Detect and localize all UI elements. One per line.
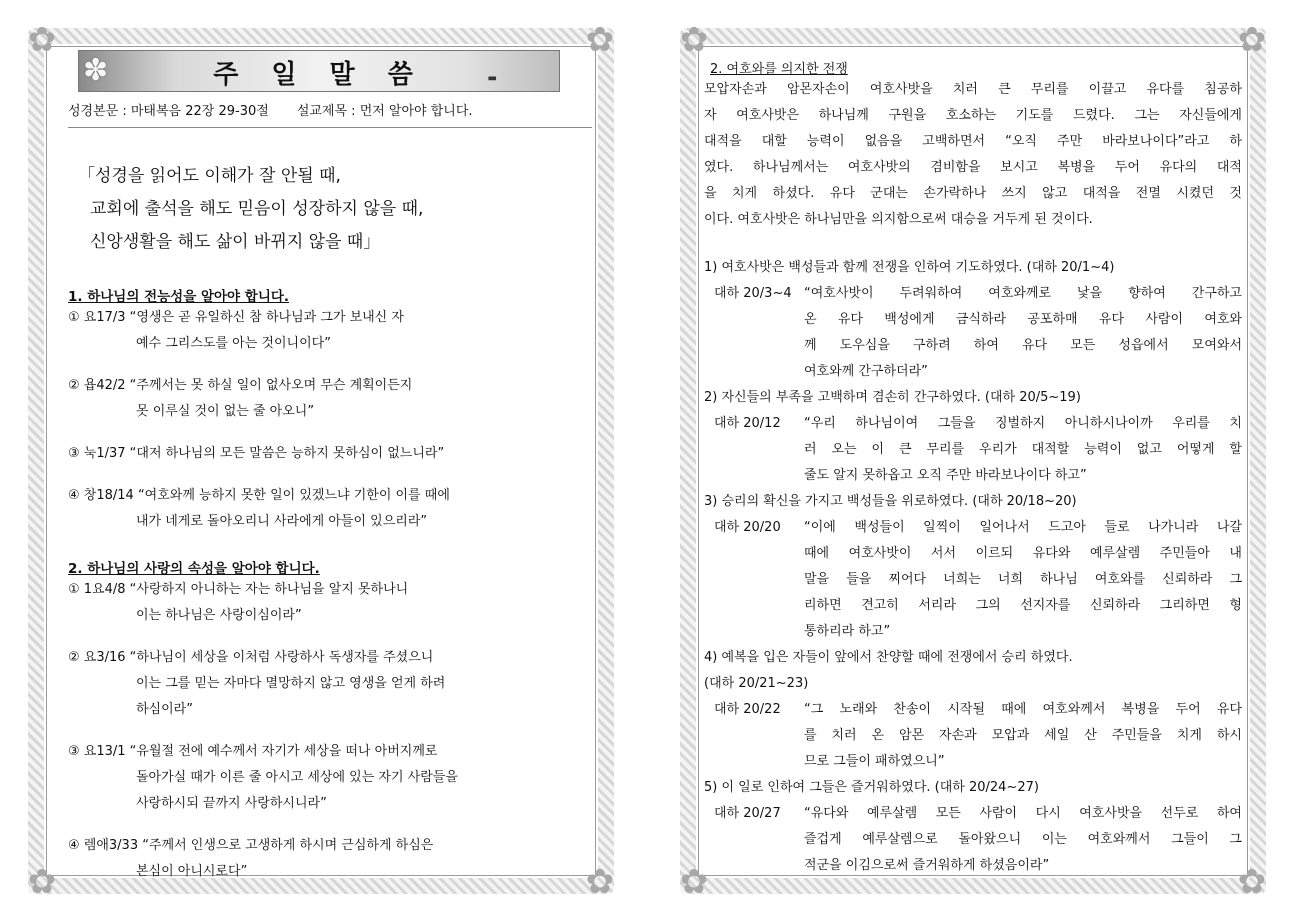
scripture-ref: 성경본문 : 마태복음 22장 29-30절 (68, 104, 269, 119)
daisy-icon: ✽ (83, 53, 109, 88)
point-heading-ref: (대하 20/21~23) (704, 676, 809, 691)
intro-quote (78, 160, 592, 259)
section-heading: 1. 하나님의 전능성을 알아야 합니다. (68, 289, 290, 305)
point-heading: 1) 여호사밧은 백성들과 함께 전쟁을 인하여 기도하였다. (대하 20/1~4) (704, 260, 1115, 275)
verse-ref: 대하 20/3~4 “여호사밧이 두려워하여 여호와께로 낯을 향하여 간구하고 온 유다 백성에게 금식하라 공포하매 유다 사람이 여호와 께 도우심을 구하려 하여 유다 모든 성읍에서 모여와서 여호와께 간구하더라” (714, 286, 1242, 379)
sermon-title: 설교제목 : 먼저 알아야 합니다. (296, 104, 473, 119)
flower-icon: ✿ (1237, 862, 1267, 902)
flower-icon: ✿ (1237, 20, 1267, 60)
verse-item: ④ 창18/14 “여호와께 능하지 못한 일이 있겠느냐 기한이 이를 때에 내가 네게로 돌아오리니 사라에게 아들이 있으리라” (68, 488, 450, 529)
section-heading: 2. 여호와를 의지한 전쟁 (710, 62, 848, 77)
intro-line: 「성경을 읽어도 이해가 잘 안될 때, (78, 166, 341, 186)
flower-icon: ✿ (585, 20, 615, 60)
sermon-meta (68, 100, 592, 128)
intro-line: 신앙생활을 해도 삶이 바뀌지 않을 때」 (90, 232, 381, 252)
verse-ref: 대하 20/20 “이에 백성들이 일찍이 일어나서 드고아 들로 나가니라 나갈 때에 여호사밧이 서서 이르되 유다와 예루살렘 주민들아 내 말을 들을 찌어다 너희는 너희 하나님 여호와를 신뢰하라 그 리하면 견고히 서리라 그의 선지자를 신뢰하라 그리하면 형 통하리라 하고” (714, 520, 1242, 639)
flower-icon: ✿ (679, 20, 709, 60)
point-heading: 3) 승리의 확신을 가지고 백성들을 위로하였다. (대하 20/18~20) (704, 494, 1077, 509)
decor-dot: ▬ (487, 73, 497, 84)
right-page (679, 20, 1267, 902)
page-title: 주 일 말 씀 (213, 60, 425, 90)
flower-icon: ✿ (27, 20, 57, 60)
verse-item: ② 욥42/2 “주께서는 못 하실 일이 없사오며 무슨 계획이든지 못 이루실 것이 없는 줄 아오니” (68, 378, 413, 419)
verse-ref: 대하 20/12 “우리 하나님이여 그들을 징벌하지 아니하시나이까 우리를 치 러 오는 이 큰 무리를 우리가 대적할 능력이 없고 어떻게 할 줄도 알지 못하옵고 오직 주만 바라보나이다 하고” (714, 416, 1242, 483)
flower-icon: ✿ (585, 862, 615, 902)
title-banner (78, 50, 560, 92)
point-heading: 2) 자신들의 부족을 고백하며 겸손히 간구하였다. (대하 20/5~19) (704, 390, 1081, 405)
verse-ref: 대하 20/22 “그 노래와 찬송이 시작될 때에 여호와께서 복병을 두어 유다 를 치러 온 암몬 자손과 모압과 세일 산 주민들을 치게 하시 므로 그들이 패하였으니” (714, 702, 1242, 769)
flower-icon: ✿ (27, 862, 57, 902)
flower-icon: ✿ (679, 862, 709, 902)
verse-item: ③ 눅1/37 “대저 하나님의 모든 말씀은 능하지 못하심이 없느니라” (68, 446, 445, 461)
verse-item: ① 1요4/8 “사랑하지 아니하는 자는 하나님을 알지 못하나니 이는 하나님은 사랑이심이라” (68, 582, 409, 623)
verse-item: ④ 렘애3/33 “주께서 인생으로 고생하게 하시며 근심하게 하심은 본심이 아니시로다” (68, 838, 434, 879)
verse-item: ② 요3/16 “하나님이 세상을 이처럼 사랑하사 독생자를 주셨으니 이는 그를 믿는 자마다 멸망하지 않고 영생을 얻게 하려 하심이라” (68, 650, 446, 717)
verse-item: ① 요17/3 “영생은 곧 유일하신 참 하나님과 그가 보내신 자 예수 그리스도를 아는 것이니이다” (68, 310, 404, 351)
section-heading: 2. 하나님의 사랑의 속성을 알아야 합니다. (68, 561, 320, 577)
point-heading: 4) 예복을 입은 자들이 앞에서 찬양할 때에 전쟁에서 승리 하였다. (704, 650, 1073, 665)
intro-line: 교회에 출석을 해도 믿음이 성장하지 않을 때, (90, 199, 424, 219)
point-heading: 5) 이 일로 인하여 그들은 즐거워하였다. (대하 20/24~27) (704, 780, 1039, 795)
left-page (27, 20, 615, 902)
verse-ref: 대하 20/27 “유다와 예루살렘 모든 사람이 다시 여호사밧을 선두로 하여 즐겁게 예루살렘으로 돌아왔으니 이는 여호와께서 그들이 그 적군을 이김으로써 즐거워하게 하셨음이라” (714, 806, 1242, 873)
verse-item: ③ 요13/1 “유월절 전에 예수께서 자기가 세상을 떠나 아버지께로 돌아가실 때가 이른 줄 아시고 세상에 있는 자기 사람들을 사랑하시되 끝까지 사랑하시니라” (68, 744, 458, 811)
summary-paragraph: 모압자손과 암몬자손이 여호사밧을 치러 큰 무리를 이끌고 유다를 침공하 자 여호사밧은 하나님께 구원을 호소하는 기도를 드렸다. 그는 자신들에게 대적을 대할 능력이 없음을 고백하면서 “오직 주만 바라보나이다”라고 하 였다. 하나님께서는 여호사밧의 겸비함을 보시고 복병을 두어 유다의 대적 을 치게 하셨다. 유다 군대는 손가락하나 쓰지 않고 대적을 전멸 시켰던 것 이다. 여호사밧은 하나님만을 의지함으로써 대승을 거두게 된 것이다. (704, 82, 1242, 227)
